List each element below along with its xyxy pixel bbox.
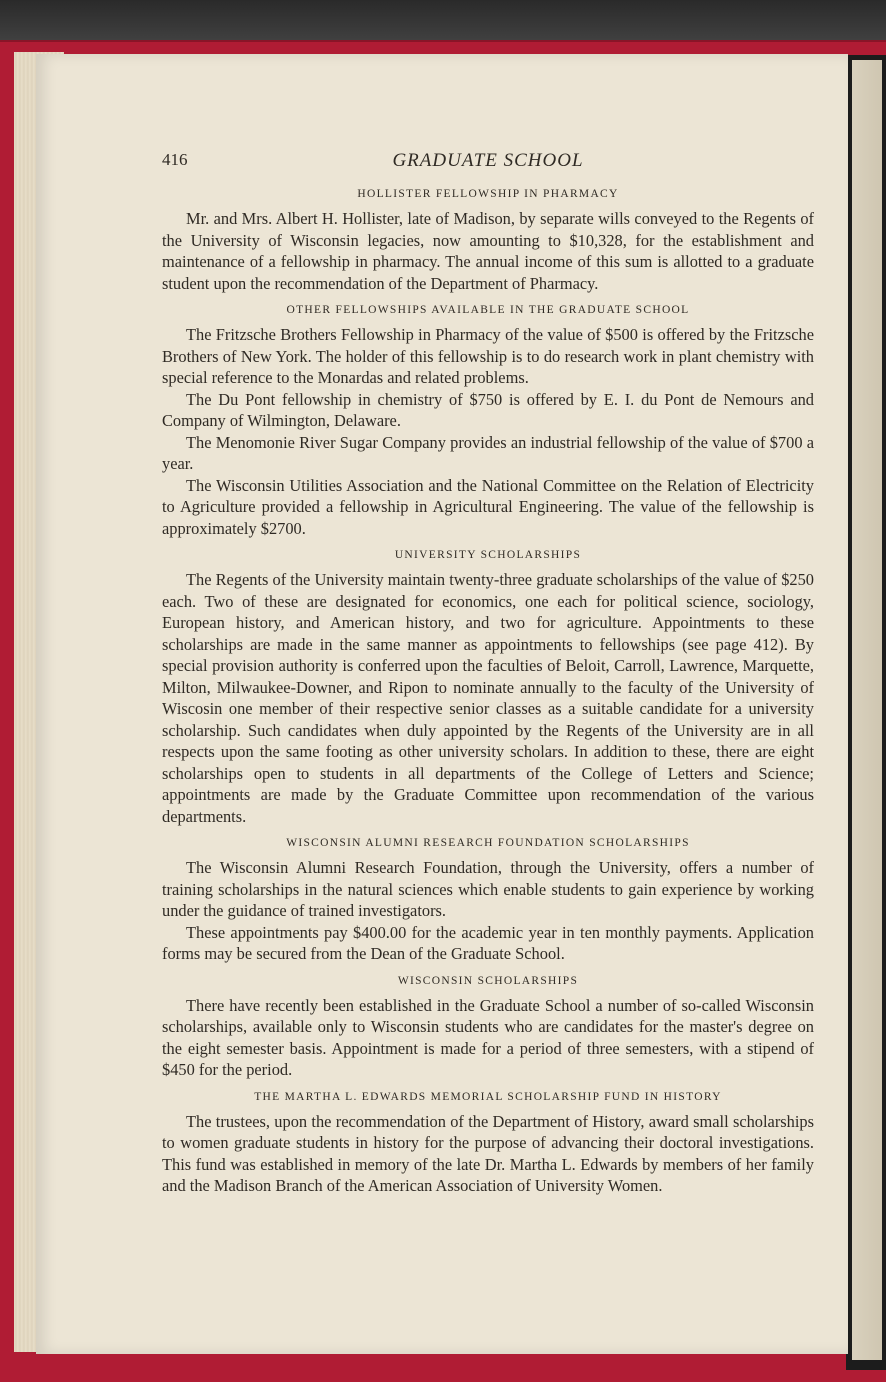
section-heading: THE MARTHA L. EDWARDS MEMORIAL SCHOLARSHIP FUND IN HISTORY	[254, 1090, 722, 1103]
section-heading: HOLLISTER FELLOWSHIP IN PHARMACY	[357, 188, 619, 200]
section-other-fellowships	[162, 304, 814, 539]
paragraph: The Wisconsin Utilities Association and the National Committee on the Relation of Electricity to Agriculture provided a fellowship in Agricultural Engineering. The value of the fellowship is approximately $2700.	[162, 475, 814, 538]
section-hollister	[162, 188, 814, 294]
section-heading: WISCONSIN ALUMNI RESEARCH FOUNDATION SCHOLARSHIPS	[286, 837, 690, 849]
section-heading: OTHER FELLOWSHIPS AVAILABLE IN THE GRADUATE SCHOOL	[286, 304, 690, 316]
page-text	[162, 148, 814, 1197]
section-university-scholarships	[162, 549, 814, 827]
running-header	[162, 148, 814, 174]
paragraph: The trustees, upon the recommendation of the Department of History, award small scholarships to women graduate students in history for the purpose of advancing their doctoral investigations. This fund was established in memory of the late Dr. Martha L. Edwards by members of her family and the Madison Branch of the American Association of University Women.	[162, 1111, 814, 1195]
paragraph: The Menomonie River Sugar Company provides an industrial fellowship of the value of $700 a year.	[162, 432, 814, 473]
section-heading: UNIVERSITY SCHOLARSHIPS	[394, 549, 582, 561]
paragraph: The Fritzsche Brothers Fellowship in Pharmacy of the value of $500 is offered by the Fritzsche Brothers of New York. The holder of this fellowship is to do research work in plant chemistry with special reference to the Monardas and related problems.	[162, 325, 814, 387]
section-heading: WISCONSIN SCHOLARSHIPS	[397, 974, 579, 987]
facing-page-edge	[852, 60, 882, 1360]
running-title: GRADUATE SCHOOL	[392, 150, 584, 171]
paragraph: There have recently been established in the Graduate School a number of so-called Wisconsin scholarships, available only to Wisconsin students who are candidates for the master's degree on the eight semester basis. Appointment is made for a period of three semesters, with a stipend of $450 for the period.	[162, 995, 814, 1079]
paragraph: Mr. and Mrs. Albert H. Hollister, late of Madison, by separate wills conveyed to the Regents of the University of Wisconsin legacies, now amounting to $10,328, for the establishment and maintenance of a fellowship in pharmacy. The annual income of this sum is allotted to a graduate student upon the recommendation of the Department of Pharmacy.	[162, 209, 814, 293]
paragraph: These appointments pay $400.00 for the academic year in ten monthly payments. Application forms may be secured from the Dean of the Graduate School.	[162, 922, 814, 963]
page-number: 416	[162, 150, 188, 169]
paragraph: The Du Pont fellowship in chemistry of $750 is offered by E. I. du Pont de Nemours and Company of Wilmington, Delaware.	[162, 389, 814, 430]
paragraph: The Regents of the University maintain twenty-three graduate scholarships of the value of $250 each. Two of these are designated for economics, one each for political science, sociology, European history, and American history, and two for agriculture. Appointments to these scholarships are made in the same manner as appointments to fellowships (see page 412). By special provision authority is conferred upon the faculties of Beloit, Carroll, Lawrence, Marquette, Milton, Milwaukee-Downer, and Ripon to nominate annually to the faculty of the University of Wiscosin one member of their respective senior classes as a suitable candidate for a university scholarship. Such candidates when duly appointed by the Regents of the University are in all respects upon the same footing as other university scholars. In addition to these, there are eight scholarships open to students in all departments of the College of Letters and Science; appointments are made by the Graduate Committee upon recommendation of the various departments.	[162, 570, 814, 826]
section-wisconsin-scholarships	[162, 975, 814, 1081]
paragraph: The Wisconsin Alumni Research Foundation, through the University, offers a number of training scholarships in the natural sciences which enable students to gain experience by working under the guidance of trained investigators.	[162, 858, 814, 920]
section-edwards-fund	[162, 1091, 814, 1197]
book-page	[36, 54, 848, 1354]
section-alumni-research	[162, 837, 814, 965]
